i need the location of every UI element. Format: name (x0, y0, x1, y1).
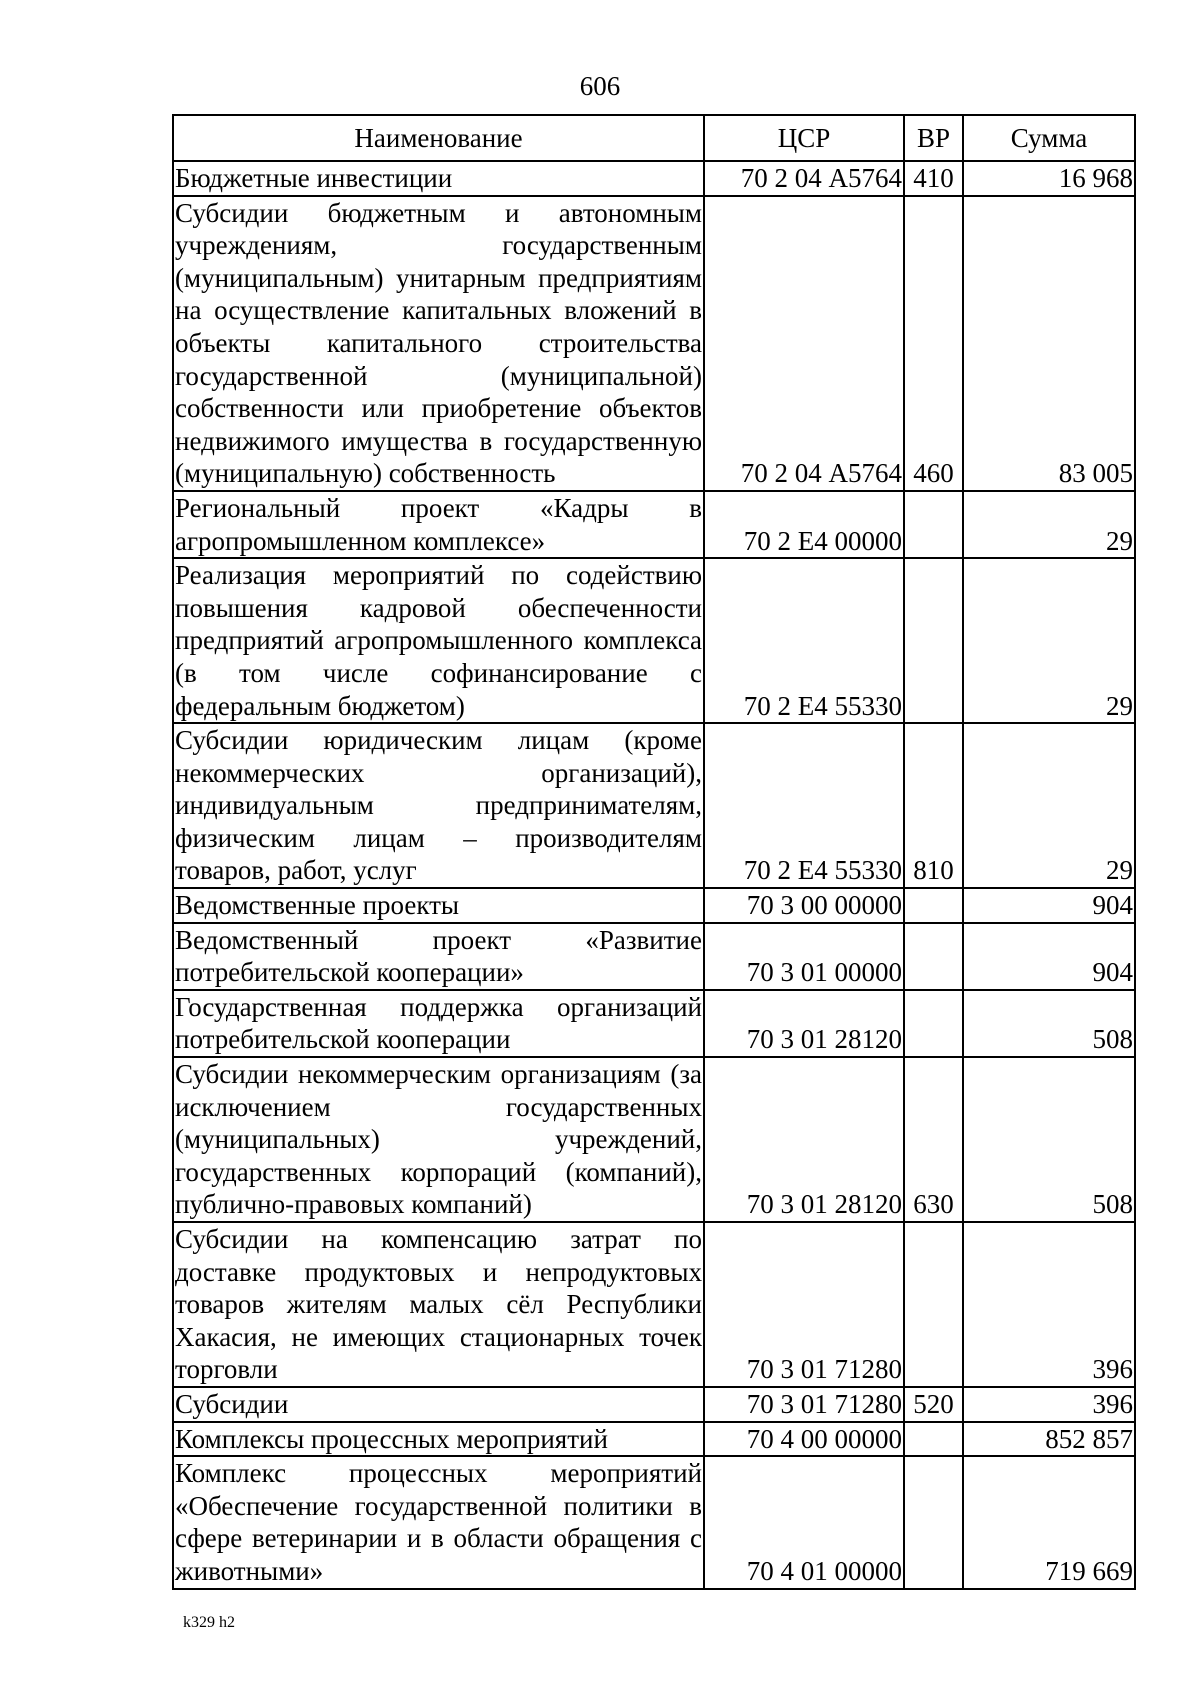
row-csr: 70 2 Е4 55330 (704, 723, 904, 888)
row-sum: 16 968 (963, 161, 1135, 196)
row-sum: 904 (963, 888, 1135, 923)
row-name: Ведомственные проекты (173, 888, 704, 923)
row-name: Государственная поддержка организаций потребительской кооперации (173, 990, 704, 1057)
row-vr (904, 990, 963, 1057)
row-name: Субсидии некоммерческим организациям (за исключением государственных (муниципальных) учреждений, государственных корпораций (компаний), публично-правовых компаний) (173, 1057, 704, 1222)
row-csr: 70 3 01 71280 (704, 1387, 904, 1422)
header-sum: Сумма (963, 115, 1135, 161)
row-csr: 70 2 04 А5764 (704, 196, 904, 491)
row-name: Региональный проект «Кадры в агропромышленном комплексе» (173, 491, 704, 558)
row-vr: 410 (904, 161, 963, 196)
row-vr: 810 (904, 723, 963, 888)
row-sum: 852 857 (963, 1422, 1135, 1457)
table-row (173, 491, 1135, 558)
row-csr: 70 3 00 00000 (704, 888, 904, 923)
table-row (173, 1422, 1135, 1457)
table-row (173, 1057, 1135, 1222)
row-name: Субсидии бюджетным и автономным учреждениям, государственным (муниципальным) унитарным предприятиям на осуществление капитальных вложений в объекты капитального строительства государственной (муниципальной) собственности или приобретение объектов недвижимого имущества в государственную (муниципальную) собственность (173, 196, 704, 491)
row-sum: 29 (963, 558, 1135, 723)
table-row (173, 558, 1135, 723)
row-csr: 70 2 Е4 55330 (704, 558, 904, 723)
row-vr (904, 923, 963, 990)
table-row (173, 723, 1135, 888)
row-name: Субсидии юридическим лицам (кроме некоммерческих организаций), индивидуальным предпринимателям, физическим лицам – производителям товаров, работ, услуг (173, 723, 704, 888)
row-vr: 520 (904, 1387, 963, 1422)
table-body (173, 161, 1135, 1589)
page-number: 606 (579, 71, 621, 101)
table-header-row (173, 115, 1135, 161)
table-row (173, 196, 1135, 491)
table-row (173, 888, 1135, 923)
row-sum: 29 (963, 491, 1135, 558)
table-row (173, 161, 1135, 196)
header-name: Наименование (173, 115, 704, 161)
row-sum: 29 (963, 723, 1135, 888)
row-vr (904, 1456, 963, 1588)
row-name: Субсидии (173, 1387, 704, 1422)
table-row (173, 1387, 1135, 1422)
row-csr: 70 2 04 А5764 (704, 161, 904, 196)
row-vr (904, 491, 963, 558)
row-csr: 70 4 00 00000 (704, 1422, 904, 1457)
row-name: Ведомственный проект «Развитие потребительской кооперации» (173, 923, 704, 990)
row-csr: 70 3 01 28120 (704, 1057, 904, 1222)
row-vr (904, 1222, 963, 1387)
budget-table (172, 114, 1136, 1590)
table-row (173, 1222, 1135, 1387)
row-sum: 508 (963, 1057, 1135, 1222)
row-sum: 83 005 (963, 196, 1135, 491)
row-sum: 508 (963, 990, 1135, 1057)
row-vr: 630 (904, 1057, 963, 1222)
row-vr: 460 (904, 196, 963, 491)
row-name: Субсидии на компенсацию затрат по доставке продуктовых и непродуктовых товаров жителям малых сёл Республики Хакасия, не имеющих стационарных точек торговли (173, 1222, 704, 1387)
row-name: Реализация мероприятий по содействию повышения кадровой обеспеченности предприятий агропромышленного комплекса (в том числе софинансирование с федеральным бюджетом) (173, 558, 704, 723)
row-name: Комплексы процессных мероприятий (173, 1422, 704, 1457)
row-vr (904, 558, 963, 723)
row-csr: 70 3 01 71280 (704, 1222, 904, 1387)
row-sum: 396 (963, 1387, 1135, 1422)
header-csr: ЦСР (704, 115, 904, 161)
row-name: Комплекс процессных мероприятий «Обеспечение государственной политики в сфере ветеринарии и в области обращения с животными» (173, 1456, 704, 1588)
document-code: k329 h2 (183, 1614, 235, 1631)
row-vr (904, 888, 963, 923)
row-vr (904, 1422, 963, 1457)
row-csr: 70 3 01 00000 (704, 923, 904, 990)
table-row (173, 1456, 1135, 1588)
row-csr: 70 2 Е4 00000 (704, 491, 904, 558)
row-csr: 70 3 01 28120 (704, 990, 904, 1057)
row-name: Бюджетные инвестиции (173, 161, 704, 196)
row-csr: 70 4 01 00000 (704, 1456, 904, 1588)
table-row (173, 923, 1135, 990)
row-sum: 719 669 (963, 1456, 1135, 1588)
row-sum: 904 (963, 923, 1135, 990)
header-vr: ВР (904, 115, 963, 161)
table-row (173, 990, 1135, 1057)
row-sum: 396 (963, 1222, 1135, 1387)
